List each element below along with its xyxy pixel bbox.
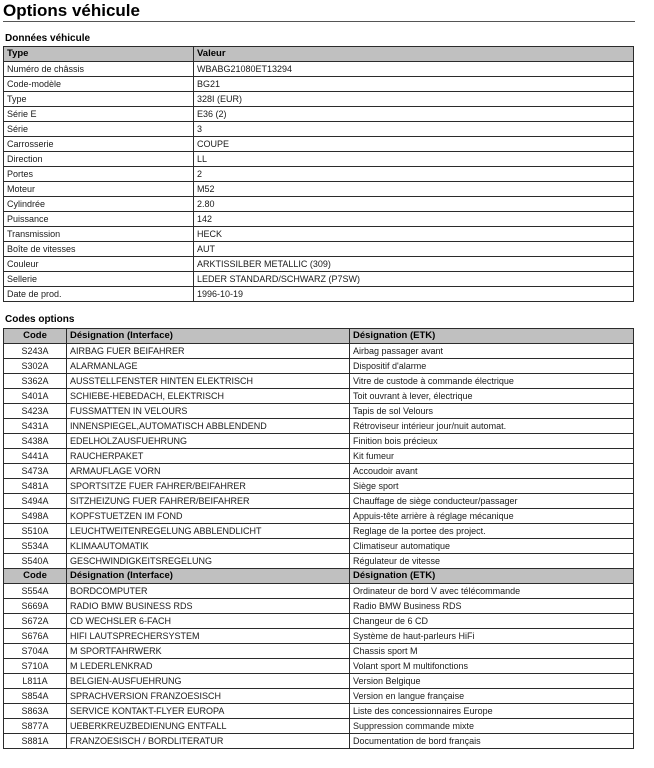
vehicle-data-table <box>3 46 634 302</box>
table-row <box>4 434 634 449</box>
option-codes-section-title: Codes options <box>5 314 75 325</box>
option-designation-etk: Changeur de 6 CD <box>350 614 634 629</box>
option-code: S510A <box>4 524 67 539</box>
option-designation-etk: Volant sport M multifonctions <box>350 659 634 674</box>
table-row <box>4 122 634 137</box>
vehicle-field-label: Série <box>4 122 194 137</box>
page-title: Options véhicule <box>3 1 140 20</box>
vehicle-field-label: Carrosserie <box>4 137 194 152</box>
vehicle-field-value: LEDER STANDARD/SCHWARZ (P7SW) <box>194 272 634 287</box>
table-row <box>4 92 634 107</box>
table-row <box>4 107 634 122</box>
table-row <box>4 212 634 227</box>
option-designation-interface: RAUCHERPAKET <box>67 449 350 464</box>
table-row <box>4 404 634 419</box>
option-designation-interface: HIFI LAUTSPRECHERSYSTEM <box>67 629 350 644</box>
option-code: S438A <box>4 434 67 449</box>
option-code: S676A <box>4 629 67 644</box>
vehicle-field-label: Numéro de châssis <box>4 62 194 77</box>
option-designation-interface: FUSSMATTEN IN VELOURS <box>67 404 350 419</box>
column-header-type: Type <box>4 47 194 62</box>
option-designation-interface: KOPFSTUETZEN IM FOND <box>67 509 350 524</box>
table-row <box>4 689 634 704</box>
option-designation-interface: UEBERKREUZBEDIENUNG ENTFALL <box>67 719 350 734</box>
vehicle-field-label: Couleur <box>4 257 194 272</box>
option-code: S243A <box>4 344 67 359</box>
option-designation-interface: ALARMANLAGE <box>67 359 350 374</box>
option-designation-interface: FRANZOESISCH / BORDLITERATUR <box>67 734 350 749</box>
vehicle-field-label: Série E <box>4 107 194 122</box>
option-code: S401A <box>4 389 67 404</box>
option-code: S854A <box>4 689 67 704</box>
vehicle-field-label: Date de prod. <box>4 287 194 302</box>
vehicle-field-label: Boîte de vitesses <box>4 242 194 257</box>
option-designation-etk: Airbag passager avant <box>350 344 634 359</box>
table-row <box>4 674 634 689</box>
option-designation-etk: Radio BMW Business RDS <box>350 599 634 614</box>
column-header-designation-etk: Désignation (ETK) <box>350 569 634 584</box>
option-designation-etk: Documentation de bord français <box>350 734 634 749</box>
vehicle-field-value: M52 <box>194 182 634 197</box>
option-code: L811A <box>4 674 67 689</box>
vehicle-field-value: WBABG21080ET13294 <box>194 62 634 77</box>
vehicle-field-label: Type <box>4 92 194 107</box>
vehicle-field-value: 1996-10-19 <box>194 287 634 302</box>
option-designation-interface: SPRACHVERSION FRANZOESISCH <box>67 689 350 704</box>
option-designation-etk: Rétroviseur intérieur jour/nuit automat. <box>350 419 634 434</box>
option-code: S534A <box>4 539 67 554</box>
table-row <box>4 629 634 644</box>
vehicle-field-value: 2 <box>194 167 634 182</box>
option-designation-interface: AUSSTELLFENSTER HINTEN ELEKTRISCH <box>67 374 350 389</box>
table-row <box>4 734 634 749</box>
option-designation-interface: GESCHWINDIGKEITSREGELUNG <box>67 554 350 569</box>
column-header-designation-interface: Désignation (Interface) <box>67 569 350 584</box>
option-designation-interface: CD WECHSLER 6-FACH <box>67 614 350 629</box>
option-code: S877A <box>4 719 67 734</box>
option-code: S881A <box>4 734 67 749</box>
option-designation-interface: RADIO BMW BUSINESS RDS <box>67 599 350 614</box>
vehicle-field-label: Sellerie <box>4 272 194 287</box>
option-codes-header-row <box>4 329 634 344</box>
table-row <box>4 272 634 287</box>
option-designation-etk: Liste des concessionnaires Europe <box>350 704 634 719</box>
table-row <box>4 449 634 464</box>
option-designation-etk: Version Belgique <box>350 674 634 689</box>
option-code: S710A <box>4 659 67 674</box>
column-header-designation-interface: Désignation (Interface) <box>67 329 350 344</box>
table-row <box>4 419 634 434</box>
vehicle-field-value: BG21 <box>194 77 634 92</box>
option-designation-etk: Tapis de sol Velours <box>350 404 634 419</box>
table-row <box>4 344 634 359</box>
vehicle-field-value: E36 (2) <box>194 107 634 122</box>
vehicle-field-value: COUPE <box>194 137 634 152</box>
option-designation-etk: Ordinateur de bord V avec télécommande <box>350 584 634 599</box>
vehicle-field-value: 328I (EUR) <box>194 92 634 107</box>
table-row <box>4 77 634 92</box>
vehicle-field-label: Cylindrée <box>4 197 194 212</box>
option-designation-interface: LEUCHTWEITENREGELUNG ABBLENDLICHT <box>67 524 350 539</box>
option-designation-etk: Chassis sport M <box>350 644 634 659</box>
option-code: S498A <box>4 509 67 524</box>
option-designation-interface: SERVICE KONTAKT-FLYER EUROPA <box>67 704 350 719</box>
option-designation-etk: Accoudoir avant <box>350 464 634 479</box>
option-designation-interface: ARMAUFLAGE VORN <box>67 464 350 479</box>
table-row <box>4 227 634 242</box>
option-designation-interface: BELGIEN-AUSFUEHRUNG <box>67 674 350 689</box>
option-code: S481A <box>4 479 67 494</box>
table-row <box>4 242 634 257</box>
option-designation-interface: M SPORTFAHRWERK <box>67 644 350 659</box>
vehicle-field-value: ARKTISSILBER METALLIC (309) <box>194 257 634 272</box>
table-row <box>4 374 634 389</box>
table-row <box>4 494 634 509</box>
option-codes-header-row <box>4 569 634 584</box>
option-designation-etk: Kit fumeur <box>350 449 634 464</box>
column-header-code: Code <box>4 569 67 584</box>
column-header-designation-etk: Désignation (ETK) <box>350 329 634 344</box>
column-header-code: Code <box>4 329 67 344</box>
vehicle-field-label: Code-modèle <box>4 77 194 92</box>
table-row <box>4 182 634 197</box>
vehicle-field-label: Puissance <box>4 212 194 227</box>
table-row <box>4 719 634 734</box>
option-designation-etk: Toit ouvrant à lever, électrique <box>350 389 634 404</box>
option-designation-etk: Appuis-tête arrière à réglage mécanique <box>350 509 634 524</box>
option-code: S441A <box>4 449 67 464</box>
option-designation-etk: Régulateur de vitesse <box>350 554 634 569</box>
column-header-value: Valeur <box>194 47 634 62</box>
option-code: S540A <box>4 554 67 569</box>
option-designation-interface: BORDCOMPUTER <box>67 584 350 599</box>
option-code: S672A <box>4 614 67 629</box>
option-designation-etk: Reglage de la portee des project. <box>350 524 634 539</box>
option-code: S494A <box>4 494 67 509</box>
option-designation-etk: Siège sport <box>350 479 634 494</box>
option-code: S362A <box>4 374 67 389</box>
table-row <box>4 359 634 374</box>
option-designation-etk: Chauffage de siège conducteur/passager <box>350 494 634 509</box>
vehicle-field-value: 2.80 <box>194 197 634 212</box>
table-row <box>4 167 634 182</box>
table-row <box>4 509 634 524</box>
vehicle-field-value: LL <box>194 152 634 167</box>
option-designation-etk: Vitre de custode à commande électrique <box>350 374 634 389</box>
table-row <box>4 584 634 599</box>
table-row <box>4 644 634 659</box>
table-row <box>4 257 634 272</box>
option-designation-etk: Finition bois précieux <box>350 434 634 449</box>
option-designation-etk: Système de haut-parleurs HiFi <box>350 629 634 644</box>
vehicle-field-value: HECK <box>194 227 634 242</box>
vehicle-field-label: Portes <box>4 167 194 182</box>
vehicle-field-value: 142 <box>194 212 634 227</box>
table-row <box>4 539 634 554</box>
option-code: S554A <box>4 584 67 599</box>
option-designation-interface: EDELHOLZAUSFUEHRUNG <box>67 434 350 449</box>
option-designation-interface: M LEDERLENKRAD <box>67 659 350 674</box>
table-row <box>4 704 634 719</box>
option-designation-etk: Version en langue française <box>350 689 634 704</box>
vehicle-field-label: Moteur <box>4 182 194 197</box>
option-codes-table <box>3 328 634 749</box>
vehicle-data-section-title: Données véhicule <box>5 33 91 44</box>
option-designation-interface: SPORTSITZE FUER FAHRER/BEIFAHRER <box>67 479 350 494</box>
option-code: S431A <box>4 419 67 434</box>
title-divider <box>3 21 635 22</box>
table-row <box>4 614 634 629</box>
vehicle-field-value: 3 <box>194 122 634 137</box>
option-designation-interface: INNENSPIEGEL,AUTOMATISCH ABBLENDEND <box>67 419 350 434</box>
table-row <box>4 152 634 167</box>
vehicle-table-header-row <box>4 47 634 62</box>
table-row <box>4 389 634 404</box>
option-designation-interface: AIRBAG FUER BEIFAHRER <box>67 344 350 359</box>
option-designation-etk: Dispositif d'alarme <box>350 359 634 374</box>
option-designation-interface: SCHIEBE-HEBEDACH, ELEKTRISCH <box>67 389 350 404</box>
option-designation-etk: Suppression commande mixte <box>350 719 634 734</box>
option-designation-interface: KLIMAAUTOMATIK <box>67 539 350 554</box>
vehicle-field-label: Transmission <box>4 227 194 242</box>
table-row <box>4 287 634 302</box>
vehicle-field-label: Direction <box>4 152 194 167</box>
vehicle-field-value: AUT <box>194 242 634 257</box>
option-code: S863A <box>4 704 67 719</box>
table-row <box>4 479 634 494</box>
table-row <box>4 464 634 479</box>
table-row <box>4 554 634 569</box>
option-code: S473A <box>4 464 67 479</box>
option-designation-interface: SITZHEIZUNG FUER FAHRER/BEIFAHRER <box>67 494 350 509</box>
option-code: S669A <box>4 599 67 614</box>
option-code: S302A <box>4 359 67 374</box>
table-row <box>4 137 634 152</box>
option-designation-etk: Climatiseur automatique <box>350 539 634 554</box>
table-row <box>4 659 634 674</box>
table-row <box>4 524 634 539</box>
table-row <box>4 62 634 77</box>
option-code: S704A <box>4 644 67 659</box>
table-row <box>4 197 634 212</box>
option-code: S423A <box>4 404 67 419</box>
table-row <box>4 599 634 614</box>
